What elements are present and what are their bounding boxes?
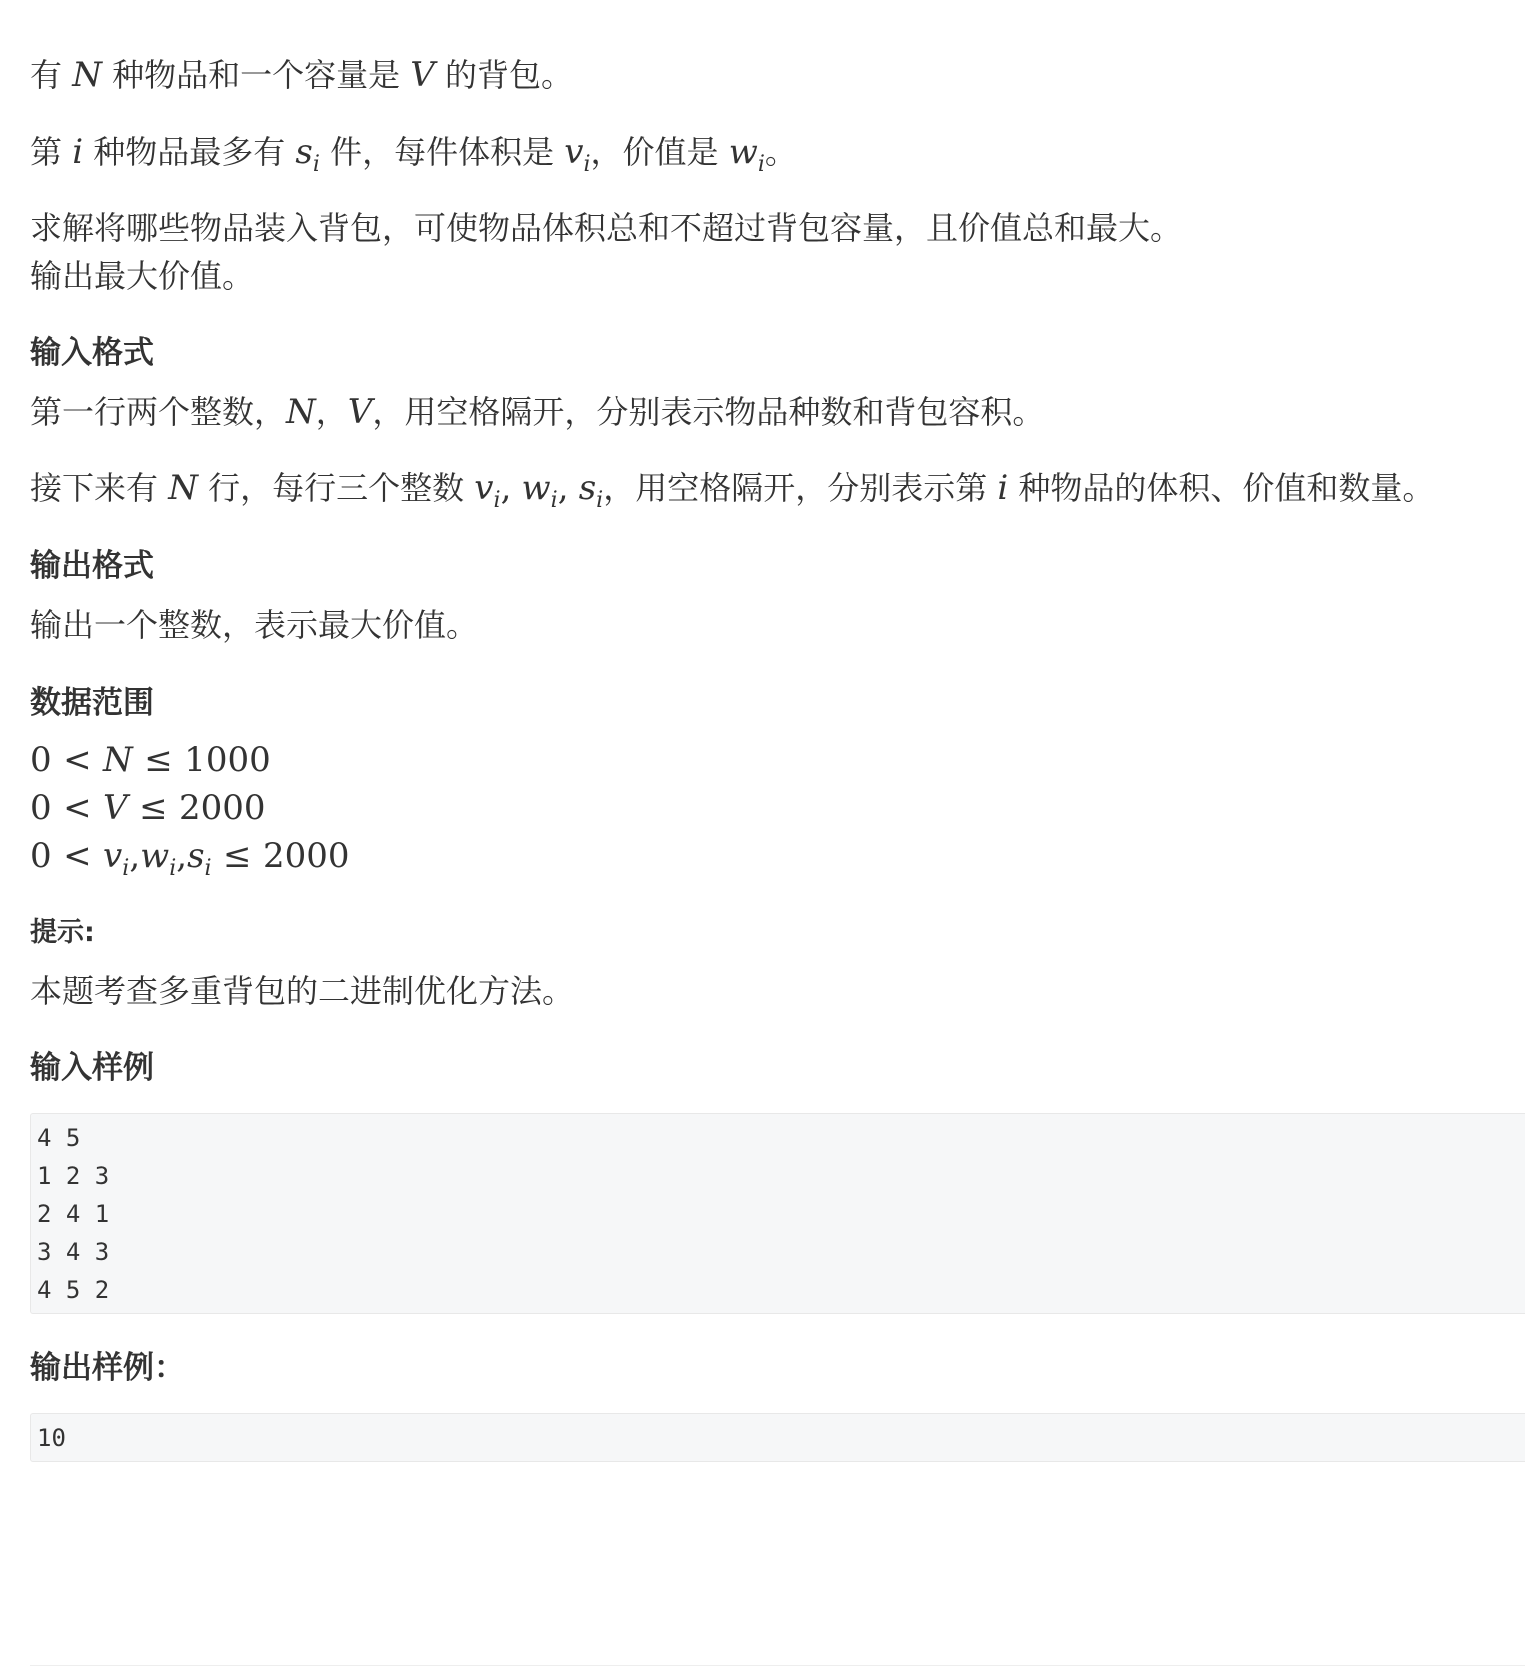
math-sub-i: i — [596, 488, 604, 513]
math-comma: , — [176, 836, 188, 876]
intro-line-4: 输出最大价值。 — [30, 257, 255, 295]
data-range-line-3 — [30, 834, 350, 883]
math-sub-i: i — [550, 488, 558, 513]
math-var-N: N — [72, 55, 102, 95]
math-lt: < — [63, 740, 92, 780]
math-var-s: s — [187, 836, 205, 876]
intro-text: 件，每件体积是 — [330, 133, 555, 171]
math-number: 2000 — [263, 836, 350, 876]
math-number: 0 — [30, 788, 52, 828]
intro-text: ，价值是 — [590, 133, 719, 171]
code-line: 4 5 — [37, 1124, 81, 1152]
output-format-line-1: 输出一个整数，表示最大价值。 — [30, 606, 479, 644]
math-var-V: V — [410, 55, 435, 95]
input-format-text: ， — [315, 393, 348, 431]
math-var-N: N — [103, 740, 133, 780]
sample-output-code-block — [30, 1413, 1525, 1462]
math-var-w: w — [140, 836, 170, 876]
math-var-w: w — [728, 132, 758, 172]
code-line: 3 4 3 — [37, 1238, 110, 1266]
math-sub-i: i — [493, 488, 501, 513]
math-le: ≤ — [144, 740, 173, 780]
input-format-text: 第一行两个整数， — [30, 393, 287, 431]
input-format-text: ，用空格隔开，分别表示第 — [603, 469, 988, 507]
input-format-text: 接下来有 — [30, 469, 159, 507]
math-var-v: v — [103, 836, 123, 876]
math-le: ≤ — [223, 836, 252, 876]
data-range-line-1 — [30, 738, 271, 782]
math-number: 0 — [30, 836, 52, 876]
math-sub-i: i — [583, 152, 591, 177]
data-range-heading: 数据范围 — [30, 685, 154, 721]
divider — [30, 1665, 1525, 1666]
code-line: 4 5 2 — [37, 1276, 110, 1304]
input-format-text: 种物品的体积、价值和数量。 — [1018, 469, 1435, 507]
input-format-line-2 — [30, 468, 1434, 513]
hint-heading: 提示: — [30, 917, 95, 948]
sample-output-heading: 输出样例： — [30, 1350, 185, 1386]
intro-line-3: 求解将哪些物品装入背包，可使物品体积总和不超过背包容量，且价值总和最大。 — [30, 209, 1183, 247]
math-comma: , — [557, 468, 569, 508]
input-format-text: ，用空格隔开，分别表示物品种数和背包容积。 — [372, 393, 1045, 431]
code-line: 10 — [37, 1424, 66, 1452]
math-number: 0 — [30, 740, 52, 780]
output-format-heading: 输出格式 — [30, 548, 154, 584]
math-comma: , — [129, 836, 141, 876]
math-var-N: N — [168, 468, 198, 508]
sample-input-heading: 输入样例 — [30, 1050, 154, 1086]
math-var-i: i — [72, 132, 84, 172]
math-var-N: N — [286, 392, 316, 432]
math-var-s: s — [578, 468, 597, 508]
math-var-V: V — [347, 392, 373, 432]
math-sub-i: i — [122, 856, 130, 881]
intro-text: 有 — [30, 56, 63, 94]
input-format-text: 行，每行三个整数 — [208, 469, 465, 507]
code-line: 2 4 1 — [37, 1200, 110, 1228]
sample-input-code-block — [30, 1113, 1525, 1314]
math-le: ≤ — [139, 788, 168, 828]
intro-text: 种物品和一个容量是 — [112, 56, 401, 94]
math-sub-i: i — [169, 856, 177, 881]
math-comma: , — [500, 468, 512, 508]
input-format-heading: 输入格式 — [30, 335, 154, 371]
math-var-w: w — [521, 468, 551, 508]
math-sub-i: i — [204, 856, 212, 881]
math-var-s: s — [295, 132, 313, 172]
math-var-V: V — [103, 788, 128, 828]
intro-line-2 — [30, 132, 797, 177]
math-var-v: v — [474, 468, 494, 508]
intro-text: 的背包。 — [445, 56, 574, 94]
input-format-line-1 — [30, 392, 1044, 432]
math-sub-i: i — [757, 152, 765, 177]
math-var-v: v — [564, 132, 584, 172]
intro-line-1 — [30, 55, 573, 95]
intro-text: 。 — [764, 133, 797, 171]
hint-text: 本题考查多重背包的二进制优化方法。 — [30, 972, 575, 1010]
intro-text: 种物品最多有 — [93, 133, 286, 171]
math-lt: < — [63, 836, 92, 876]
math-number: 1000 — [184, 740, 271, 780]
math-number: 2000 — [179, 788, 266, 828]
math-var-i: i — [997, 468, 1009, 508]
math-lt: < — [63, 788, 92, 828]
code-line: 1 2 3 — [37, 1162, 110, 1190]
math-sub-i: i — [312, 152, 320, 177]
data-range-line-2 — [30, 786, 266, 830]
intro-text: 第 — [30, 133, 63, 171]
